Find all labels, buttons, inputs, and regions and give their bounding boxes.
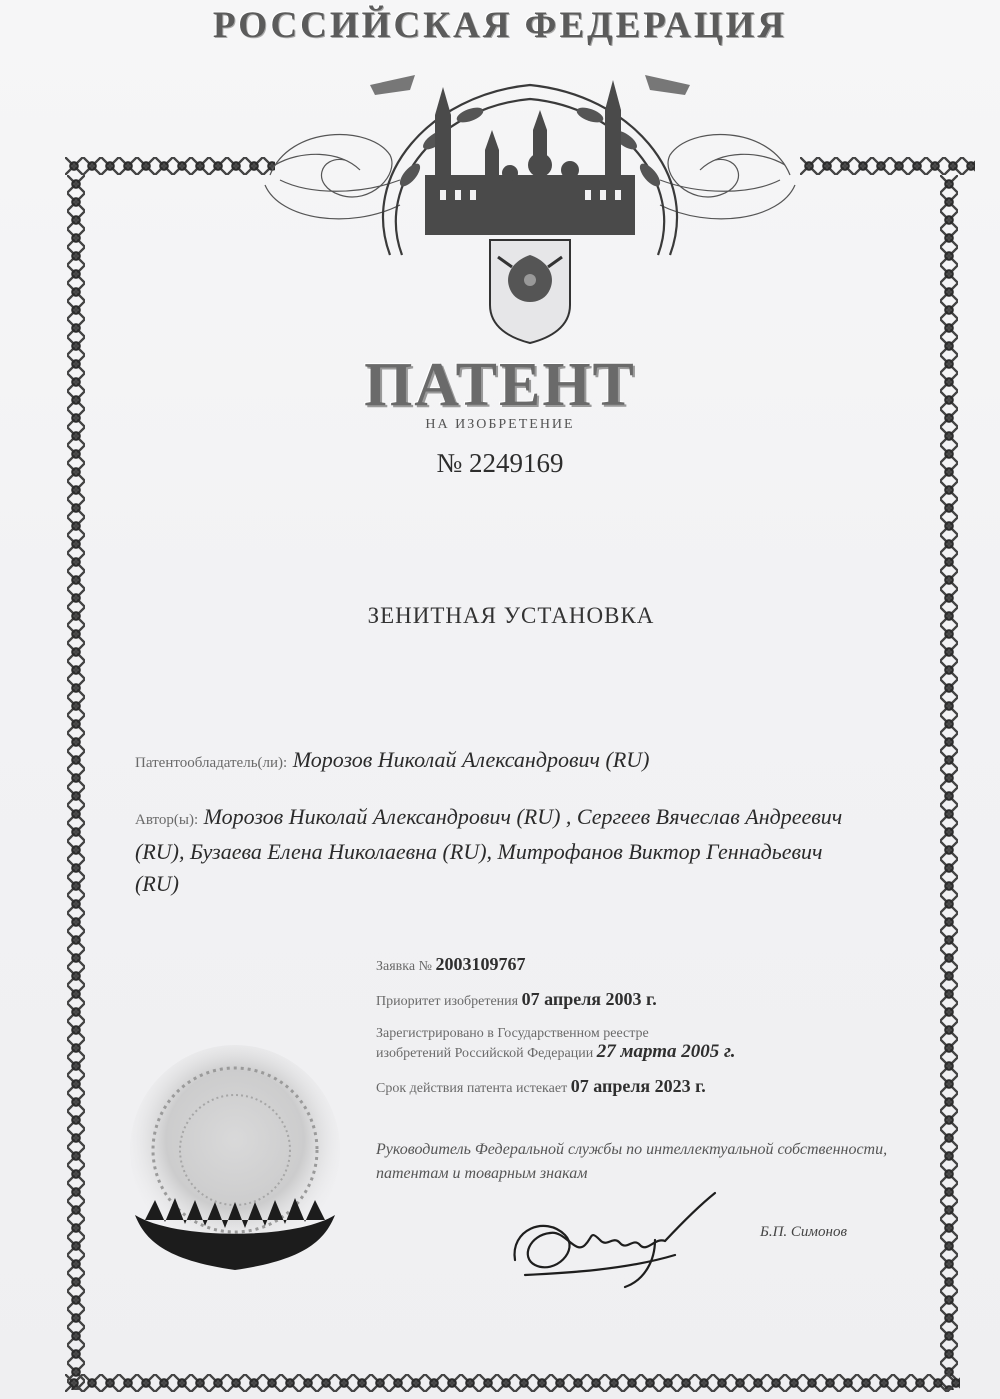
priority-label: Приоритет изобретения xyxy=(376,994,519,1009)
handwritten-signature-icon xyxy=(505,1185,735,1295)
patent-number: № 2249169 xyxy=(436,448,564,478)
patent-subtitle: НА ИЗОБРЕТЕНИЕ xyxy=(425,417,575,432)
authors-value: Морозов Николай Александрович (RU) , Сергеев Вячеслав Андреевич (RU), Бузаева Елена Николаевна (RU), Митрофанов Виктор Геннадьевич (RU) xyxy=(135,804,843,896)
patent-authors xyxy=(135,801,865,900)
application-number-value: 2003109767 xyxy=(435,954,526,974)
expiry-date xyxy=(376,1077,936,1098)
holder-label: Патентообладатель(ли): xyxy=(135,755,288,771)
patent-holder xyxy=(135,745,895,778)
expiry-value: 07 апреля 2023 г. xyxy=(570,1076,706,1096)
application-number-label: Заявка № xyxy=(376,959,432,974)
border-ornament-top-right xyxy=(800,155,975,177)
authors-label: Автор(ы): xyxy=(135,812,199,828)
holder-value: Морозов Николай Александрович (RU) xyxy=(292,747,650,772)
registered-label: изобретений Российской Федерации xyxy=(376,1046,594,1061)
border-ornament-top-left xyxy=(65,155,275,177)
registered-value: 27 марта 2005 г. xyxy=(596,1041,736,1062)
patent-heading: ПАТЕНТ xyxy=(364,351,636,419)
expiry-label: Срок действия патента истекает xyxy=(376,1081,568,1096)
signatory-position: Руководитель Федеральной службы по интеллектуальной собственности, патентам и товарным знакам xyxy=(376,1141,888,1182)
border-ornament-bottom xyxy=(65,1372,960,1392)
application-details xyxy=(376,955,936,1112)
invention-title: ЗЕНИТНАЯ УСТАНОВКА xyxy=(367,603,655,628)
registered-line-1: Зарегистрировано в Государственном реестре xyxy=(376,1026,649,1041)
registered-date xyxy=(376,1043,936,1063)
priority-value: 07 апреля 2003 г. xyxy=(521,989,657,1009)
official-seal-icon xyxy=(115,1040,355,1280)
signatory-name: Б.П. Симонов xyxy=(760,1224,847,1240)
priority-date xyxy=(376,990,936,1011)
country-title: РОССИЙСКАЯ ФЕДЕРАЦИЯ xyxy=(212,5,788,46)
application-number xyxy=(376,955,936,976)
kremlin-coat-of-arms-emblem-icon xyxy=(250,55,810,345)
